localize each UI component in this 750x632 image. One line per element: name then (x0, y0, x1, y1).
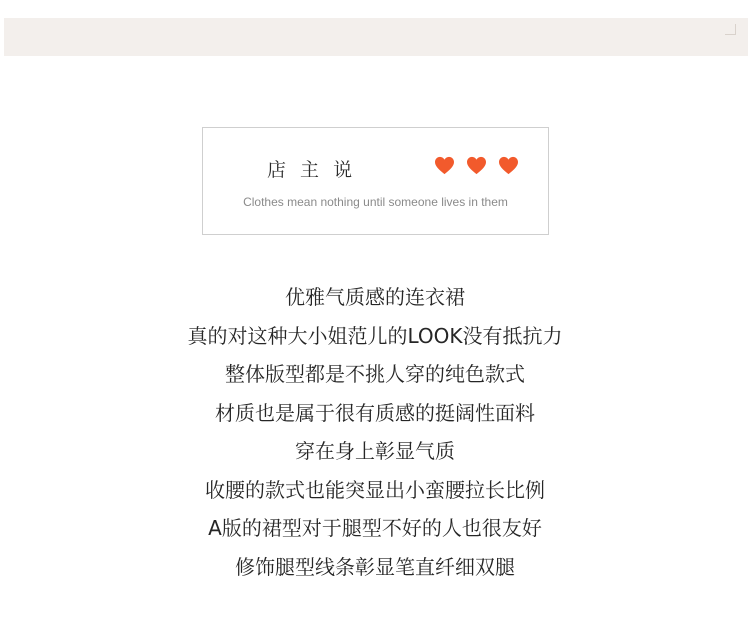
description-text-block (0, 278, 750, 586)
description-line: 收腰的款式也能突显出小蛮腰拉长比例 (205, 477, 545, 502)
description-line: 整体版型都是不挑人穿的纯色款式 (225, 362, 525, 386)
shop-owner-quote-box (202, 127, 549, 235)
quote-title: 店 主 说 (267, 159, 357, 181)
heart-icon (434, 156, 455, 175)
top-banner-strip (4, 18, 748, 56)
heart-icon (466, 156, 487, 175)
description-line: 穿在身上彰显气质 (295, 439, 455, 463)
description-line: 修饰腿型线条彰显笔直纤细双腿 (235, 554, 515, 579)
quote-subtitle: Clothes mean nothing until someone lives in them (243, 195, 508, 209)
heart-icon (498, 156, 519, 175)
hearts-row (434, 156, 519, 175)
description-line: 真的对这种大小姐范儿的LOOK没有抵抗力 (187, 323, 563, 348)
description-line: A版的裙型对于腿型不好的人也很友好 (208, 516, 542, 540)
description-line: 优雅气质感的连衣裙 (285, 285, 465, 309)
description-line: 材质也是属于很有质感的挺阔性面料 (215, 400, 535, 425)
corner-mark (725, 24, 736, 35)
